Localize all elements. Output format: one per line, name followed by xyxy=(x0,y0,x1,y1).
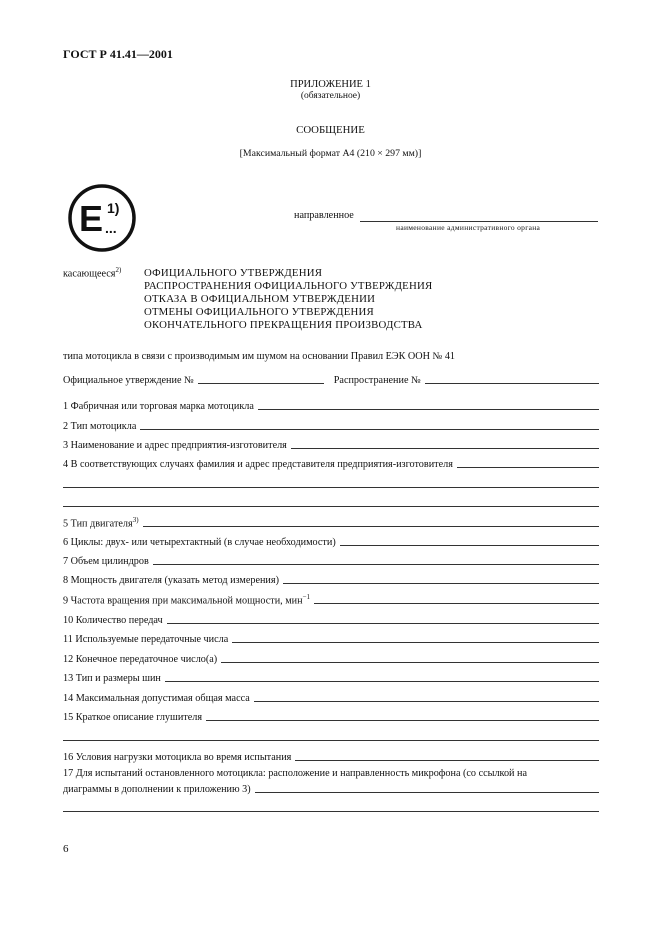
item-14-field[interactable] xyxy=(254,701,599,702)
item-5: 5 Тип двигателя$^{3)}$ xyxy=(63,515,599,529)
item-17-continuation: диаграммы в дополнении к приложению 3) xyxy=(63,781,599,795)
item-3: 3 Наименование и адрес предприятия-изготовителя xyxy=(63,437,599,451)
item-1-field[interactable] xyxy=(258,409,599,410)
item-9-field[interactable] xyxy=(314,603,599,604)
item-13-field[interactable] xyxy=(165,681,599,682)
item-1: 1 Фабричная или торговая марка мотоцикла xyxy=(63,398,599,412)
item-2: 2 Тип мотоцикла xyxy=(63,418,599,432)
extension-no-field[interactable] xyxy=(425,383,599,384)
annex-status: (обязательное) xyxy=(300,91,361,101)
item-4-extra-line[interactable] xyxy=(63,506,599,507)
approval-no-field[interactable] xyxy=(198,383,324,384)
item-2-field[interactable] xyxy=(140,429,599,430)
approval-numbers-row xyxy=(63,372,599,386)
concerning-label: касающееся$^{2)}$ xyxy=(63,266,122,280)
logo-dots: ... xyxy=(105,220,117,236)
item-10-field[interactable] xyxy=(167,623,599,624)
item-17-field[interactable] xyxy=(255,792,599,793)
item-11: 11 Используемые передаточные числа xyxy=(63,631,599,645)
item-8: 8 Мощность двигателя (указать метод измерения) xyxy=(63,572,599,586)
option-production-discontinued[interactable]: ОКОНЧАТЕЛЬНОГО ПРЕКРАЩЕНИЯ ПРОИЗВОДСТВА xyxy=(144,319,423,331)
item-8-field[interactable] xyxy=(283,583,599,584)
item-6: 6 Циклы: двух- или четырехтактный (в случае необходимости) xyxy=(63,534,599,548)
logo-letter: E xyxy=(79,198,104,239)
item-16-field[interactable] xyxy=(295,760,599,761)
option-approval[interactable]: ОФИЦИАЛЬНОГО УТВЕРЖДЕНИЯ xyxy=(144,267,323,279)
annex-title: ПРИЛОЖЕНИЕ 1 xyxy=(290,79,371,90)
item-13: 13 Тип и размеры шин xyxy=(63,670,599,684)
sent-to-caption: наименование административного органа xyxy=(396,223,541,232)
item-9: 9 Частота вращения при максимальной мощности, мин$^{-1}$ xyxy=(63,592,599,606)
item-12: 12 Конечное передаточное число(а) xyxy=(63,651,599,665)
message-title: СООБЩЕНИЕ xyxy=(296,124,365,136)
item-17: 17 Для испытаний остановленного мотоцикла: расположение и направленность микрофона (со ссылкой на xyxy=(63,768,528,779)
standard-code: ГОСТ Р 41.41—2001 xyxy=(63,47,173,61)
option-extension[interactable]: РАСПРОСТРАНЕНИЯ ОФИЦИАЛЬНОГО УТВЕРЖДЕНИЯ xyxy=(144,280,433,292)
item-5-field[interactable] xyxy=(143,526,599,527)
page-number: 6 xyxy=(63,843,69,855)
logo-footnote: 1) xyxy=(107,200,120,216)
item-12-field[interactable] xyxy=(221,662,599,663)
item-4: 4 В соответствующих случаях фамилия и адрес представителя предприятия-изготовителя xyxy=(63,456,599,470)
item-4-field[interactable] xyxy=(457,467,599,468)
item-16: 16 Условия нагрузки мотоцикла во время испытания xyxy=(63,749,599,763)
item-6-field[interactable] xyxy=(340,545,599,546)
item-14: 14 Максимальная допустимая общая масса xyxy=(63,690,599,704)
e-mark-logo xyxy=(67,183,137,253)
approval-no-label: Официальное утверждение № xyxy=(63,375,194,386)
concerning-options xyxy=(144,267,432,332)
format-note: [Максимальный формат А4 (210 × 297 мм)] xyxy=(239,148,422,159)
option-refusal[interactable]: ОТКАЗА В ОФИЦИАЛЬНОМ УТВЕРЖДЕНИИ xyxy=(144,293,376,305)
extension-no-label: Распространение № xyxy=(333,375,421,386)
option-withdrawal[interactable]: ОТМЕНЫ ОФИЦИАЛЬНОГО УТВЕРЖДЕНИЯ xyxy=(144,306,374,318)
sent-to-field[interactable] xyxy=(360,221,598,222)
item-4-extra-line[interactable] xyxy=(63,487,599,488)
item-11-field[interactable] xyxy=(232,642,599,643)
item-7-field[interactable] xyxy=(153,564,599,565)
sent-to-label: направленное xyxy=(294,210,354,221)
item-15: 15 Краткое описание глушителя xyxy=(63,709,599,723)
item-10: 10 Количество передач xyxy=(63,612,599,626)
item-15-extra-line[interactable] xyxy=(63,740,599,741)
item-15-field[interactable] xyxy=(206,720,599,721)
item-17-extra-line[interactable] xyxy=(63,811,599,812)
item-3-field[interactable] xyxy=(291,448,599,449)
intro-text: типа мотоцикла в связи с производимым им шумом на основании Правил ЕЭК ООН № 41 xyxy=(63,351,456,362)
item-7: 7 Объем цилиндров xyxy=(63,553,599,567)
